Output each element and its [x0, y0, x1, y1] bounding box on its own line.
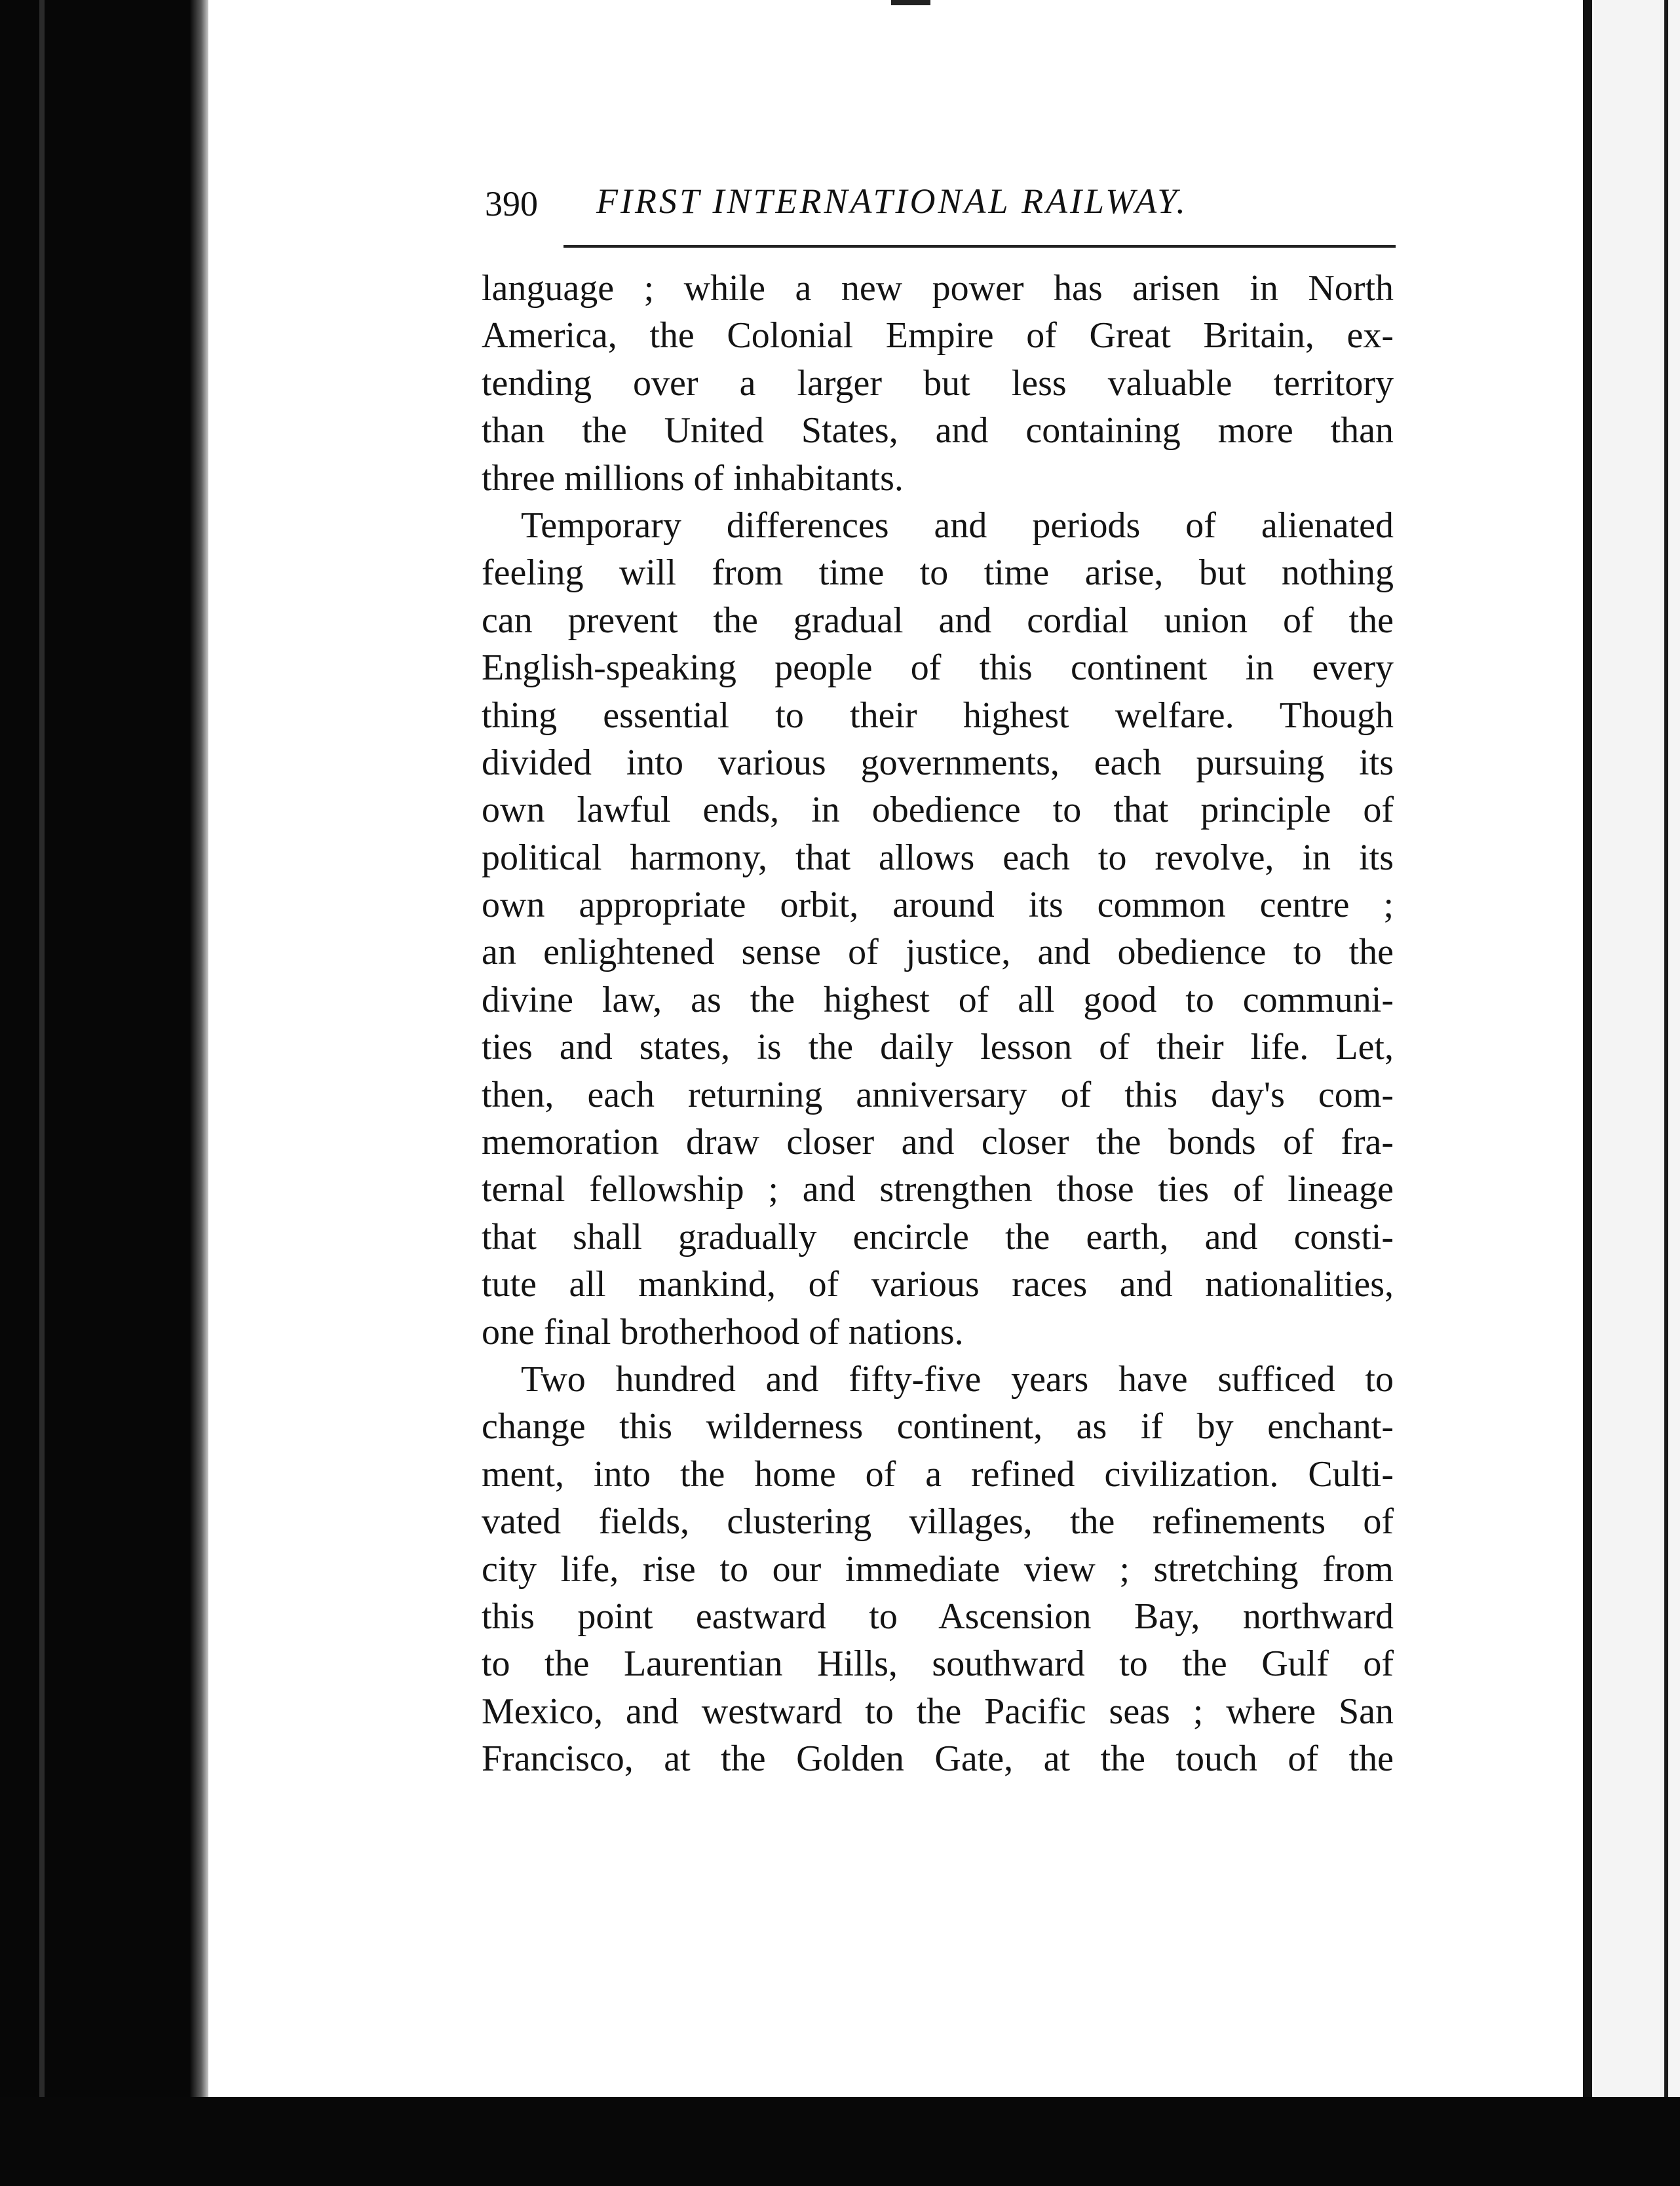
- text-line: own lawful ends, in obedience to that principle of: [482, 790, 1394, 831]
- text-line: then, each returning anniversary of this day's com-: [482, 1074, 1394, 1115]
- facing-page-edge: [1583, 0, 1592, 2097]
- body-text: [482, 265, 1394, 1783]
- text-line: ment, into the home of a refined civilization. Culti-: [482, 1453, 1394, 1495]
- text-line: three millions of inhabitants.: [482, 457, 904, 499]
- text-line: Mexico, and westward to the Pacific seas ; where San: [482, 1691, 1394, 1732]
- text-line: change this wilderness continent, as if by enchant-: [482, 1406, 1394, 1448]
- text-line: that shall gradually encircle the earth, and consti-: [482, 1216, 1394, 1257]
- text-line: tute all mankind, of various races and nationalities,: [482, 1264, 1394, 1305]
- text-line: vated fields, clustering villages, the refinements of: [482, 1501, 1394, 1543]
- running-title: FIRST INTERNATIONAL RAILWAY.: [596, 182, 1188, 221]
- text-line: an enlightened sense of justice, and obedience to the: [482, 932, 1394, 973]
- text-line: English-speaking people of this continent in every: [482, 647, 1394, 689]
- text-line: feeling will from time to time arise, but nothing: [482, 552, 1394, 594]
- text-line: this point eastward to Ascension Bay, northward: [482, 1596, 1394, 1637]
- text-line: city life, rise to our immediate view ; stretching from: [482, 1548, 1394, 1590]
- text-line: political harmony, that allows each to revolve, in its: [482, 837, 1394, 878]
- text-line: America, the Colonial Empire of Great Britain, ex-: [482, 315, 1394, 356]
- text-line: own appropriate orbit, around its common centre ;: [482, 885, 1394, 926]
- text-line: language ; while a new power has arisen in North: [482, 268, 1394, 309]
- text-line: divided into various governments, each pursuing its: [482, 742, 1394, 783]
- text-line: Two hundred and fifty-five years have sufficed to: [521, 1358, 1394, 1400]
- text-line: one final brotherhood of nations.: [482, 1311, 964, 1352]
- scan-left-edge: [39, 0, 45, 2097]
- paragraph-3: [482, 1356, 1394, 1783]
- scan-left-margin: [0, 0, 200, 2186]
- facing-page-border: [1664, 0, 1668, 2097]
- text-line: Francisco, at the Golden Gate, at the touch of the: [482, 1738, 1394, 1780]
- book-gutter: [190, 0, 208, 2186]
- text-line: ternal fellowship ; and strengthen those ties of lineage: [482, 1169, 1394, 1210]
- text-line: can prevent the gradual and cordial union of the: [482, 600, 1394, 641]
- paragraph-1: [482, 265, 1394, 502]
- header-rule: [563, 245, 1396, 248]
- text-line: than the United States, and containing more than: [482, 410, 1394, 451]
- scan-bottom-margin: [0, 2097, 1680, 2186]
- text-line: to the Laurentian Hills, southward to the Gulf of: [482, 1643, 1394, 1685]
- paragraph-2: [482, 502, 1394, 1356]
- scan-top-mark: [891, 0, 930, 5]
- text-line: divine law, as the highest of all good to communi-: [482, 979, 1394, 1020]
- text-line: ties and states, is the daily lesson of their life. Let,: [482, 1027, 1394, 1068]
- text-line: Temporary differences and periods of alienated: [521, 505, 1394, 546]
- page-number: 390: [485, 184, 538, 223]
- text-line: thing essential to their highest welfare. Though: [482, 695, 1394, 736]
- text-line: tending over a larger but less valuable territory: [482, 362, 1394, 404]
- running-head: [485, 177, 1402, 229]
- text-line: memoration draw closer and closer the bonds of fra-: [482, 1122, 1394, 1163]
